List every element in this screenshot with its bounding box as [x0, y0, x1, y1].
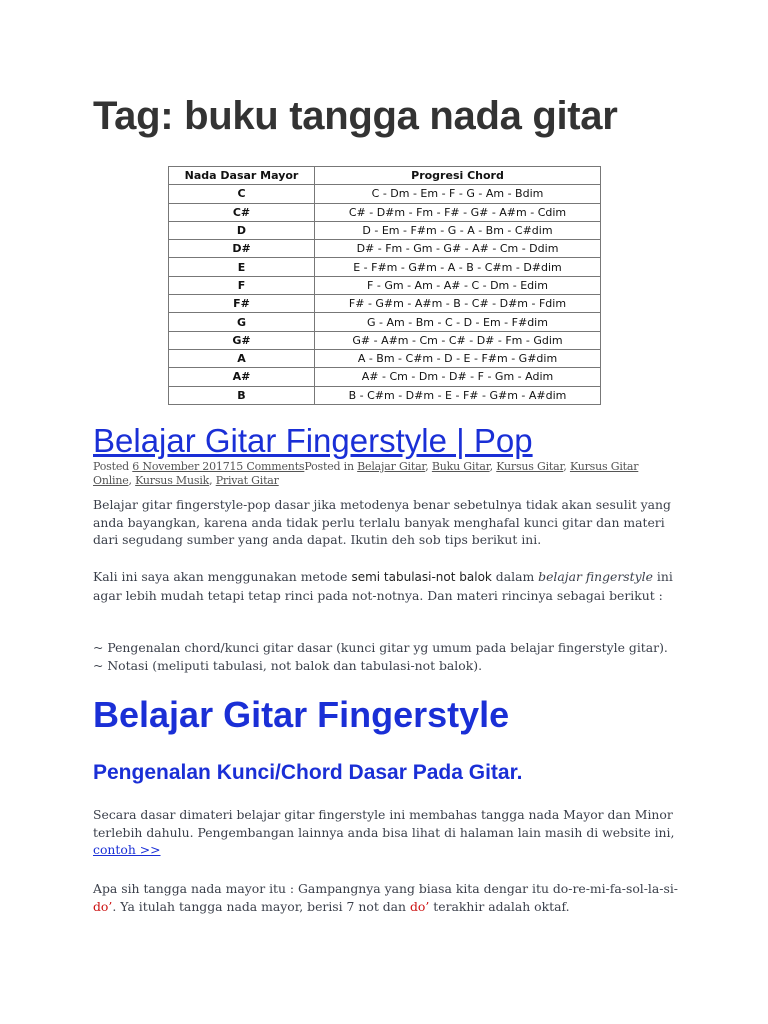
major-scale-paragraph	[93, 880, 683, 915]
table-cell-progression: B - C#m - D#m - E - F# - G#m - A#dim	[315, 386, 601, 404]
table-cell-progression: A# - Cm - Dm - D# - F - Gm - Adim	[315, 368, 601, 386]
column-header-key: Nada Dasar Mayor	[169, 167, 315, 185]
table-row	[169, 386, 601, 404]
scale-text: Apa sih tangga nada mayor itu : Gampangnya yang biasa kita dengar itu do-re-mi-fa-sol-la-si-	[93, 881, 678, 896]
column-header-progression: Progresi Chord	[315, 167, 601, 185]
table-row	[169, 313, 601, 331]
table-cell-progression: F# - G#m - A#m - B - C# - D#m - Fdim	[315, 295, 601, 313]
table-row	[169, 331, 601, 349]
table-row	[169, 221, 601, 239]
category-separator: ,	[563, 460, 570, 473]
chord-table	[168, 166, 601, 405]
table-cell-key: G	[169, 313, 315, 331]
table-cell-key: C	[169, 185, 315, 203]
method-paragraph	[93, 568, 683, 604]
table-row	[169, 258, 601, 276]
method-text: ini agar lebih mudah tetapi tetap rinci pada not-notnya. Dan materi rincinya sebagai berikut :	[93, 569, 673, 603]
table-cell-key: E	[169, 258, 315, 276]
table-cell-progression: C# - D#m - Fm - F# - G# - A#m - Cdim	[315, 203, 601, 221]
do-highlight: do’	[409, 898, 430, 914]
method-highlight: semi tabulasi-not balok	[351, 570, 492, 584]
list-item: ~ Pengenalan chord/kunci gitar dasar (kunci gitar yg umum pada belajar fingerstyle gitar).	[93, 640, 668, 655]
intro-paragraph: Belajar gitar fingerstyle-pop dasar jika metodenya benar sebetulnya tidak akan sesulit yang anda bayangkan, karena anda tidak perlu terlalu banyak menghafal kunci gitar dan materi dari segudang sumber yang anda dapat. Ikutin deh sob tips berikut ini.	[93, 497, 671, 547]
table-cell-key: D	[169, 221, 315, 239]
table-cell-progression: G# - A#m - Cm - C# - D# - Fm - Gdim	[315, 331, 601, 349]
table-row	[169, 349, 601, 367]
table-row	[169, 240, 601, 258]
table-cell-progression: C - Dm - Em - F - G - Am - Bdim	[315, 185, 601, 203]
table-cell-progression: D# - Fm - Gm - G# - A# - Cm - Ddim	[315, 240, 601, 258]
table-cell-progression: G - Am - Bm - C - D - Em - F#dim	[315, 313, 601, 331]
table-cell-progression: A - Bm - C#m - D - E - F#m - G#dim	[315, 349, 601, 367]
posted-in-label: Posted in	[304, 460, 358, 473]
category-separator: ,	[425, 460, 432, 473]
post-date-link[interactable]: 6 November 2017	[132, 460, 230, 473]
table-cell-key: A#	[169, 368, 315, 386]
category-separator: ,	[209, 474, 216, 487]
basics-text: Secara dasar dimateri belajar gitar fingerstyle ini membahas tangga nada Mayor dan Minor terlebih dahulu. Pengembangan lainnya anda bisa lihat di halaman lain masih di website ini,	[93, 807, 675, 840]
method-text: Kali ini saya akan menggunakan metode	[93, 569, 352, 584]
table-cell-key: B	[169, 386, 315, 404]
page-title: Tag: buku tangga nada gitar	[93, 94, 618, 138]
post-title-link[interactable]: Belajar Gitar Fingerstyle | Pop	[93, 422, 533, 459]
basics-paragraph	[93, 806, 683, 859]
table-cell-key: C#	[169, 203, 315, 221]
table-cell-progression: E - F#m - G#m - A - B - C#m - D#dim	[315, 258, 601, 276]
list-item: ~ Notasi (meliputi tabulasi, not balok dan tabulasi-not balok).	[93, 657, 483, 673]
table-row	[169, 203, 601, 221]
category-separator: ,	[128, 474, 136, 487]
category-link[interactable]: Kursus Gitar Online	[93, 460, 639, 487]
table-cell-key: D#	[169, 240, 315, 258]
table-cell-progression: D - Em - F#m - G - A - Bm - C#dim	[315, 221, 601, 239]
comments-link[interactable]: 15 Comments	[229, 460, 305, 473]
method-emphasis: belajar fingerstyle	[538, 569, 653, 584]
scale-text: terakhir adalah oktaf.	[429, 898, 570, 914]
table-cell-key: F	[169, 276, 315, 294]
scale-text: . Ya itulah tangga nada mayor, berisi 7 not dan	[112, 898, 410, 914]
category-link[interactable]: Kursus Gitar	[496, 460, 564, 473]
table-row	[169, 368, 601, 386]
table-row	[169, 185, 601, 203]
table-cell-key: A	[169, 349, 315, 367]
table-cell-key: G#	[169, 331, 315, 349]
table-cell-progression: F - Gm - Am - A# - C - Dm - Edim	[315, 276, 601, 294]
category-link[interactable]: Buku Gitar	[431, 460, 490, 473]
category-link[interactable]: Privat Gitar	[215, 474, 279, 487]
table-row	[169, 295, 601, 313]
do-highlight: do’	[93, 898, 113, 914]
example-link[interactable]: contoh >>	[93, 842, 161, 857]
category-separator: ,	[489, 460, 497, 473]
table-cell-key: F#	[169, 295, 315, 313]
table-row	[169, 276, 601, 294]
posted-label: Posted	[93, 460, 133, 473]
material-list	[93, 639, 683, 674]
method-text: dalam	[491, 569, 539, 584]
table-header-row	[169, 167, 601, 185]
post-meta	[93, 460, 673, 488]
category-link[interactable]: Kursus Musik	[135, 474, 210, 487]
category-link[interactable]: Belajar Gitar	[357, 460, 426, 473]
section-subheading: Pengenalan Kunci/Chord Dasar Pada Gitar.	[93, 761, 523, 784]
chord-table-body	[169, 185, 601, 405]
section-heading: Belajar Gitar Fingerstyle	[93, 694, 510, 735]
